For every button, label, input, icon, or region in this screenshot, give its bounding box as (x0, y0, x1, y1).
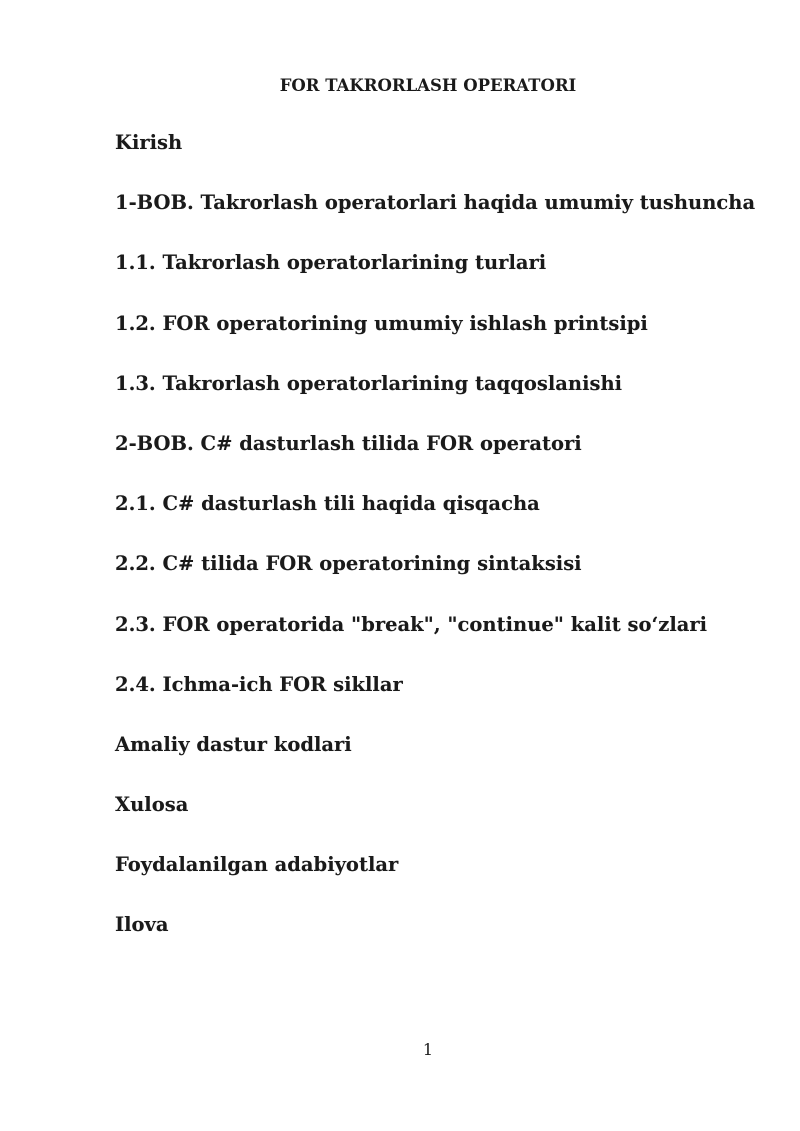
toc-item-2-3: 2.3. FOR operatorida "break", "continue" kalit so‘zlari (115, 612, 708, 636)
toc-item-2-4: 2.4. Ichma-ich FOR sikllar (115, 672, 403, 696)
toc-item-1-3: 1.3. Takrorlash operatorlarining taqqoslanishi (115, 371, 623, 395)
toc-item-ilova: Ilova (115, 913, 169, 937)
toc-item-2-1: 2.1. C# dasturlash tili haqida qisqacha (115, 492, 540, 516)
toc-item-chapter-1: 1-BOB. Takrorlash operatorlari haqida umumiy tushuncha (115, 191, 756, 215)
table-of-contents (115, 130, 755, 973)
toc-item-1-2: 1.2. FOR operatorining umumiy ishlash printsipi (115, 311, 648, 335)
toc-item-adabiyotlar: Foydalanilgan adabiyotlar (115, 853, 399, 877)
toc-item-xulosa: Xulosa (115, 793, 189, 817)
toc-item-1-1: 1.1. Takrorlash operatorlarining turlari (115, 251, 547, 275)
toc-item-chapter-2: 2-BOB. C# dasturlash tilida FOR operatori (115, 431, 582, 455)
toc-item-2-2: 2.2. C# tilida FOR operatorining sintaksisi (115, 552, 582, 576)
page-number: 1 (422, 1040, 434, 1059)
toc-item-amaliy-dastur-kodlari: Amaliy dastur kodlari (115, 732, 352, 756)
document-title: FOR TAKRORLASH OPERATORI (279, 76, 577, 95)
toc-item-kirish: Kirish (115, 131, 183, 154)
